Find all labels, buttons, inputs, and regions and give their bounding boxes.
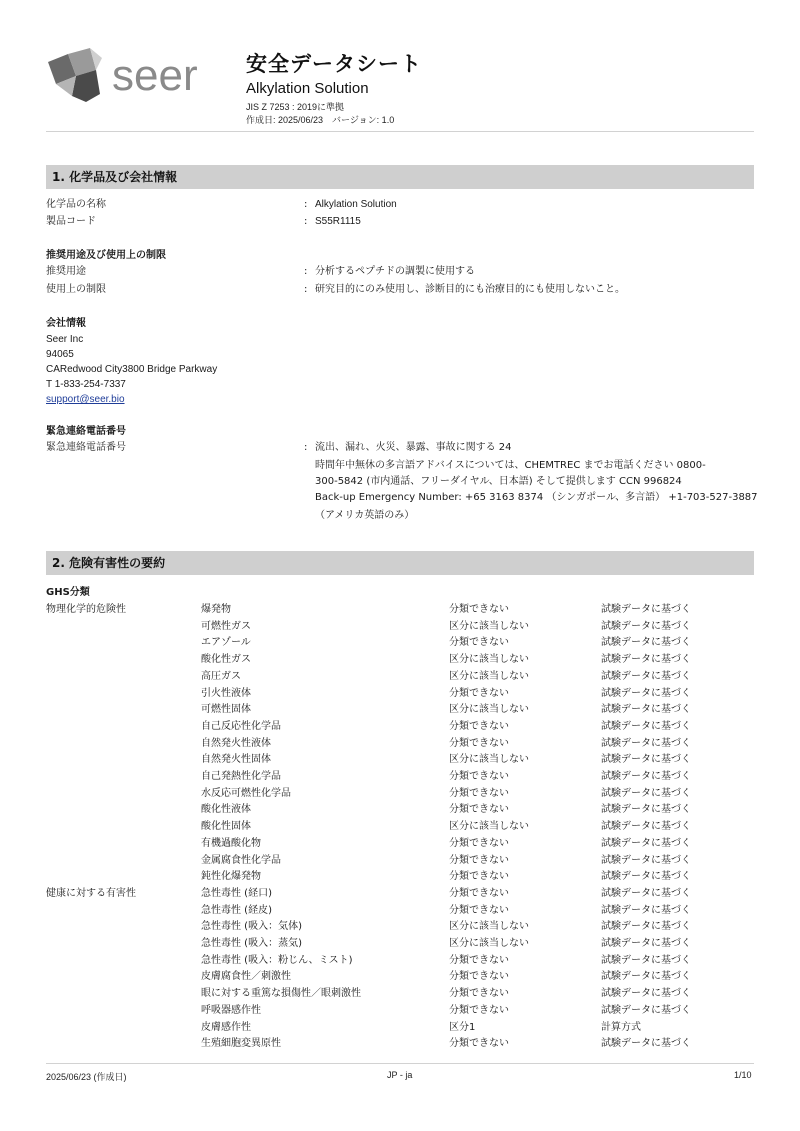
standard-reference: JIS Z 7253 : 2019に準拠: [246, 102, 345, 112]
hazard-class: 自己反応性化学品: [201, 720, 281, 732]
hazard-category: 健康に対する有害性: [46, 887, 136, 899]
classification-result: 区分に該当しない: [449, 821, 529, 833]
hazard-class: 生殖細胞変異原性: [201, 1038, 281, 1050]
table-row: [46, 802, 754, 819]
classification-result: 分類できない: [449, 954, 509, 966]
classification-basis: 試験データに基づく: [601, 988, 691, 1000]
hazard-class: 酸化性液体: [201, 804, 251, 816]
hazard-class: 可燃性ガス: [201, 620, 251, 632]
table-row: [46, 936, 754, 953]
hazard-class: 急性毒性 (吸入：蒸気): [201, 938, 302, 949]
restriction-value: 研究目的にのみ使用し、診断目的にも治療目的にも使用しないこと。: [315, 284, 625, 295]
hazard-class: 自己発熱性化学品: [201, 771, 281, 782]
hazard-class: 皮膚感作性: [201, 1021, 251, 1033]
hazard-class: 酸化性ガス: [201, 654, 251, 666]
recommended-use-heading: 推奨用途及び使用上の制限: [46, 250, 166, 261]
product-title: Alkylation Solution: [246, 80, 369, 97]
classification-result: 分類できない: [449, 804, 509, 816]
svg-text:seer: seer: [112, 51, 198, 100]
table-row: [46, 919, 754, 936]
classification-basis: 試験データに基づく: [601, 704, 691, 716]
company-address: CARedwood City3800 Bridge Parkway: [46, 364, 218, 375]
classification-result: 分類できない: [449, 871, 509, 883]
emergency-line: （アメリカ英語のみ）: [315, 510, 415, 521]
colon: :: [304, 442, 308, 453]
table-row: [46, 719, 754, 736]
emergency-line: 300-5842 (市内通話、フリーダイヤル、日本語) そして提供します CCN 996824: [315, 476, 682, 487]
product-code-label: 製品コード: [46, 216, 96, 227]
table-row: [46, 669, 754, 686]
hazard-class: 呼吸器感作性: [201, 1004, 261, 1016]
section-1-heading: 1. 化学品及び会社情報: [46, 165, 754, 189]
classification-result: 分類できない: [449, 837, 509, 849]
table-row: [46, 635, 754, 652]
colon: :: [304, 199, 308, 210]
classification-basis: 試験データに基づく: [601, 654, 691, 666]
company-name: Seer Inc: [46, 334, 84, 345]
classification-basis: 試験データに基づく: [601, 904, 691, 916]
classification-basis: 試験データに基づく: [601, 604, 691, 615]
recommended-use-label: 推奨用途: [46, 266, 86, 277]
table-row: [46, 1036, 754, 1053]
classification-basis: 試験データに基づく: [601, 954, 691, 966]
restriction-label: 使用上の制限: [46, 284, 106, 295]
company-info-heading: 会社情報: [46, 318, 86, 329]
classification-basis: 試験データに基づく: [601, 620, 691, 632]
table-row: [46, 736, 754, 753]
hazard-class: 水反応可燃性化学品: [201, 787, 291, 799]
colon: :: [304, 216, 308, 227]
classification-result: 分類できない: [449, 737, 509, 749]
table-row: [46, 953, 754, 970]
hazard-class: エアゾール: [201, 637, 251, 649]
classification-basis: 試験データに基づく: [601, 637, 691, 649]
hazard-class: 金属腐食性化学品: [201, 854, 281, 866]
classification-basis: 試験データに基づく: [601, 737, 691, 749]
classification-basis: 試験データに基づく: [601, 938, 691, 949]
table-row: [46, 769, 754, 786]
hazard-class: 鈍性化爆発物: [201, 871, 261, 883]
hazard-class: 酸化性固体: [201, 821, 251, 833]
document-title: 安全データシート: [246, 52, 422, 76]
colon: :: [304, 284, 308, 295]
company-phone: T 1-833-254-7337: [46, 379, 126, 390]
hazard-class: 可燃性固体: [201, 704, 251, 716]
classification-result: 分類できない: [449, 1004, 509, 1016]
hazard-class: 急性毒性 (経口): [201, 887, 272, 899]
classification-result: 分類できない: [449, 787, 509, 799]
table-row: [46, 819, 754, 836]
classification-result: 区分に該当しない: [449, 670, 529, 682]
classification-basis: 試験データに基づく: [601, 871, 691, 883]
classification-basis: 試験データに基づく: [601, 687, 691, 699]
classification-result: 区分に該当しない: [449, 620, 529, 632]
hazard-class: 自然発火性固体: [201, 754, 271, 766]
colon: :: [304, 266, 308, 277]
table-row: [46, 752, 754, 769]
table-row: [46, 702, 754, 719]
hazard-class: 急性毒性 (吸入：粉じん、ミスト): [201, 954, 353, 966]
emergency-heading: 緊急連絡電話番号: [46, 426, 126, 437]
table-row: [46, 786, 754, 803]
hazard-class: 引火性液体: [201, 687, 251, 699]
emergency-line: 時間年中無休の多言語アドバイスについては、CHEMTREC までお電話ください 0800-: [315, 460, 706, 471]
classification-result: 分類できない: [449, 904, 509, 916]
ghs-heading: GHS分類: [46, 587, 90, 598]
classification-result: 分類できない: [449, 720, 509, 732]
classification-basis: 試験データに基づく: [601, 720, 691, 732]
table-row: [46, 602, 754, 619]
table-row: [46, 1003, 754, 1020]
classification-result: 分類できない: [449, 604, 509, 615]
classification-basis: 試験データに基づく: [601, 837, 691, 849]
hazard-class: 自然発火性液体: [201, 737, 271, 749]
footer-page-number: 1/10: [734, 1070, 752, 1080]
table-row: [46, 836, 754, 853]
product-code-value: S55R1115: [315, 216, 361, 227]
classification-result: 分類できない: [449, 854, 509, 866]
classification-result: 分類できない: [449, 771, 509, 782]
recommended-use-value: 分析するペプチドの調製に使用する: [315, 266, 475, 277]
hazard-class: 爆発物: [201, 604, 231, 615]
hazard-class: 眼に対する重篤な損傷性／眼刺激性: [201, 988, 361, 1000]
footer-date: 2025/06/23 (作成日): [46, 1072, 127, 1082]
product-name-value: Alkylation Solution: [315, 199, 397, 210]
hazard-class: 急性毒性 (経皮): [201, 904, 272, 916]
table-row: [46, 886, 754, 903]
classification-result: 分類できない: [449, 637, 509, 649]
company-email-link[interactable]: support@seer.bio: [46, 394, 125, 405]
classification-result: 区分に該当しない: [449, 704, 529, 716]
classification-basis: 試験データに基づく: [601, 887, 691, 899]
classification-basis: 試験データに基づく: [601, 804, 691, 816]
hazard-class: 高圧ガス: [201, 670, 241, 682]
classification-basis: 試験データに基づく: [601, 1038, 691, 1050]
company-postal-code: 94065: [46, 349, 74, 360]
date-version: 作成日: 2025/06/23 バージョン: 1.0: [246, 115, 395, 125]
classification-result: 区分1: [449, 1021, 476, 1033]
classification-result: 区分に該当しない: [449, 754, 529, 766]
classification-result: 分類できない: [449, 988, 509, 1000]
hazard-class: 急性毒性 (吸入：気体): [201, 921, 302, 933]
table-row: [46, 986, 754, 1003]
classification-result: 分類できない: [449, 1038, 509, 1050]
footer-locale: JP - ja: [387, 1070, 413, 1080]
classification-result: 分類できない: [449, 687, 509, 699]
section-2-heading: 2. 危険有害性の要約: [46, 551, 754, 575]
table-row: [46, 619, 754, 636]
classification-basis: 計算方式: [601, 1021, 641, 1033]
product-name-label: 化学品の名称: [46, 199, 106, 210]
classification-result: 分類できない: [449, 971, 509, 983]
hazard-class: 有機過酸化物: [201, 837, 261, 849]
classification-basis: 試験データに基づく: [601, 787, 691, 799]
classification-basis: 試験データに基づく: [601, 921, 691, 933]
table-row: [46, 652, 754, 669]
classification-basis: 試験データに基づく: [601, 854, 691, 866]
classification-basis: 試験データに基づく: [601, 670, 691, 682]
classification-result: 区分に該当しない: [449, 654, 529, 666]
table-row: [46, 969, 754, 986]
emergency-label: 緊急連絡電話番号: [46, 442, 126, 453]
document-meta: [246, 101, 394, 127]
table-row: [46, 686, 754, 703]
seer-logo: [46, 44, 234, 104]
classification-basis: 試験データに基づく: [601, 821, 691, 833]
classification-basis: 試験データに基づく: [601, 1004, 691, 1016]
hazard-class: 皮膚腐食性／刺激性: [201, 971, 291, 983]
table-row: [46, 853, 754, 870]
classification-result: 区分に該当しない: [449, 921, 529, 933]
table-row: [46, 1020, 754, 1037]
emergency-line: 流出、漏れ、火災、暴露、事故に関する 24: [315, 442, 512, 453]
footer-divider: [46, 1063, 754, 1064]
header-divider: [46, 131, 754, 132]
classification-basis: 試験データに基づく: [601, 771, 691, 782]
classification-result: 分類できない: [449, 887, 509, 899]
classification-basis: 試験データに基づく: [601, 754, 691, 766]
emergency-line: Back-up Emergency Number: +65 3163 8374 （シンガポール、多言語） +1-703-527-3887: [315, 492, 758, 503]
table-row: [46, 903, 754, 920]
hazard-category: 物理化学的危険性: [46, 604, 126, 615]
classification-result: 区分に該当しない: [449, 938, 529, 949]
table-row: [46, 869, 754, 886]
classification-basis: 試験データに基づく: [601, 971, 691, 983]
